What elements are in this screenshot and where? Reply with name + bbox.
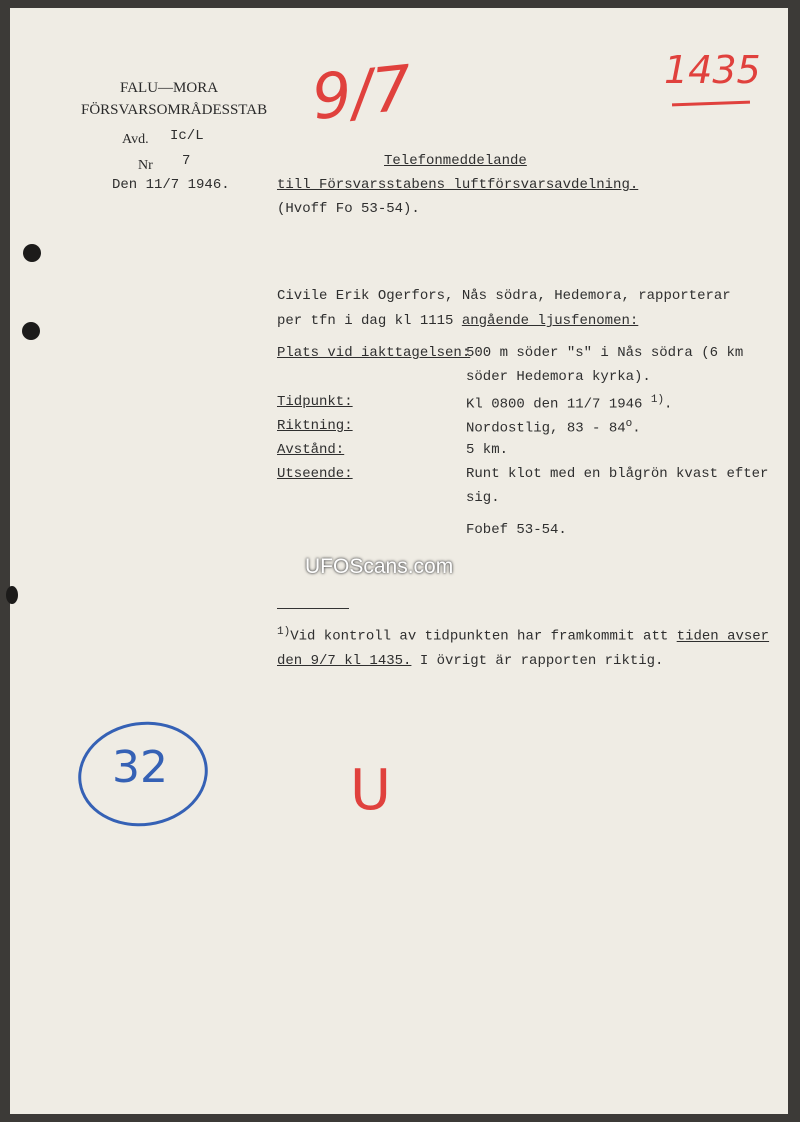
message-type-title: Telefonmeddelande — [384, 153, 527, 169]
handwritten-fraction: 9/7 — [308, 50, 416, 135]
time-text: Kl 0800 den 11/7 1946 — [466, 396, 643, 413]
recipient-line: till Försvarsstabens luftförsvarsavdelning. — [277, 177, 639, 193]
field-label-appearance: Utseende: — [277, 466, 353, 482]
punch-hole — [6, 586, 18, 604]
intro-time-text: per tfn i dag kl 1115 — [277, 313, 462, 329]
avd-label: Avd. — [122, 132, 149, 147]
field-label-time: Tidpunkt: — [277, 394, 353, 410]
avd-value: Ic/L — [170, 128, 204, 144]
nr-value: 7 — [182, 153, 191, 169]
signature-line: Fobef 53-54. — [466, 522, 567, 538]
time-footnote-marker: 1) — [650, 394, 665, 406]
field-label-location: Plats vid iakttagelsen: — [277, 345, 471, 361]
footnote-line2 — [277, 653, 663, 669]
watermark: UFOScans.com — [305, 555, 454, 578]
field-label-distance: Avstånd: — [277, 442, 345, 458]
intro-subject-text: angående ljusfenomen: — [461, 313, 639, 329]
punch-hole — [23, 244, 41, 262]
footnote-text-c: den 9/7 kl 1435. — [277, 653, 412, 669]
field-value-appearance-cont: sig. — [466, 490, 500, 506]
footnote-line1 — [277, 626, 769, 645]
field-value-time — [466, 394, 672, 413]
field-value-direction — [466, 418, 641, 437]
document-date: Den 11/7 1946. — [112, 177, 230, 193]
field-value-appearance: Runt klot med en blågrön kvast efter — [466, 466, 769, 482]
field-label-direction: Riktning: — [277, 418, 353, 434]
field-value-location: 500 m söder "s" i Nås södra (6 km — [466, 345, 744, 361]
footnote-text-b: tiden avser — [676, 628, 770, 645]
org-line1: FALU—MORA — [120, 80, 219, 96]
direction-text: Nordostlig, 83 - 84 — [466, 420, 626, 437]
field-value-distance: 5 km. — [466, 442, 509, 458]
direction-suffix: . — [632, 420, 641, 437]
reference-line: (Hvoff Fo 53-54). — [277, 201, 420, 217]
intro-line2 — [277, 313, 638, 329]
field-value-location-cont: söder Hedemora kyrka). — [466, 369, 651, 385]
punch-hole — [22, 322, 40, 340]
footnote-separator — [277, 608, 349, 609]
time-suffix: . — [664, 396, 673, 413]
circled-number: 32 — [112, 742, 168, 793]
nr-label: Nr — [138, 158, 153, 173]
degree-marker: o — [625, 418, 633, 430]
intro-line1: Civile Erik Ogerfors, Nås södra, Hedemora, rapporterar — [277, 288, 731, 304]
footnote-marker: 1) — [277, 626, 291, 638]
org-line2: FÖRSVARSOMRÅDESSTAB — [81, 102, 268, 118]
handwritten-check-mark: U — [350, 758, 391, 823]
handwritten-number: 1435 — [664, 48, 761, 92]
footnote-text-a: Vid kontroll av tidpunkten har framkommit att — [290, 628, 677, 645]
footnote-text-d: I övrigt är rapporten riktig. — [411, 653, 664, 669]
